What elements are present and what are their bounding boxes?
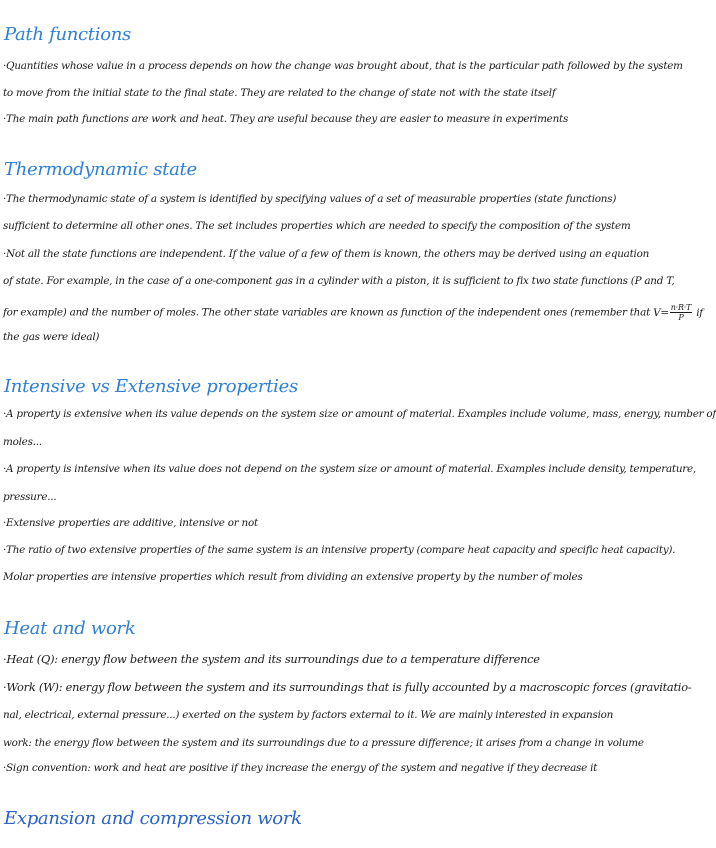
text-line: ·Extensive properties are additive, intensive or not xyxy=(3,517,258,529)
formula-lhs: V= xyxy=(653,306,669,319)
heading-expansion-compression-work: Expansion and compression work xyxy=(4,808,302,829)
text-line: ·Sign convention: work and heat are positive if they increase the energy of the system and negative if they decrease it xyxy=(3,762,598,774)
heading-intensive-extensive: Intensive vs Extensive properties xyxy=(4,376,298,397)
text-line: ·The thermodynamic state of a system is identified by specifying values of a set of measurable properties (state functions) xyxy=(3,193,617,205)
formula-suffix: if xyxy=(696,306,703,319)
text-line: the gas were ideal) xyxy=(3,331,100,343)
text-line: to move from the initial state to the final state. They are related to the change of state not with the state itself xyxy=(3,87,556,99)
text-line: pressure... xyxy=(3,491,57,503)
text-line: ·Work (W): energy flow between the system and its surroundings that is fully accounted by a macroscopic forces (gravitatio- xyxy=(3,680,692,694)
heading-heat-and-work: Heat and work xyxy=(4,618,136,639)
text-line: ·A property is extensive when its value depends on the system size or amount of material. Examples include volume, mass, energy, number of xyxy=(3,408,716,420)
text-line: work: the energy flow between the system and its surroundings due to a pressure difference; it arises from a change in volume xyxy=(3,737,644,749)
heading-path-functions: Path functions xyxy=(4,24,131,45)
text-line-content: for example) and the number of moles. The other state variables are known as function of the independent ones (remember that xyxy=(3,306,650,319)
text-line: ·The ratio of two extensive properties of the same system is an intensive property (compare heat capacity and specific heat capacity). xyxy=(3,544,676,556)
text-line: sufficient to determine all other ones. The set includes properties which are needed to specify the composition of the system xyxy=(3,220,631,232)
text-line: Molar properties are intensive properties which result from dividing an extensive property by the number of moles xyxy=(3,571,583,583)
text-line: moles... xyxy=(3,436,42,448)
heading-thermodynamic-state: Thermodynamic state xyxy=(4,159,197,180)
ideal-gas-formula xyxy=(653,303,703,322)
formula-fraction xyxy=(670,303,692,322)
text-line: of state. For example, in the case of a one-component gas in a cylinder with a piston, it is sufficient to fix two state functions (P and T, xyxy=(3,275,675,287)
text-line: ·Heat (Q): energy flow between the system and its surroundings due to a temperature difference xyxy=(3,652,540,666)
formula-denominator: P xyxy=(678,313,684,322)
text-line: ·Quantities whose value in a process depends on how the change was brought about, that is the particular path followed by the system xyxy=(3,60,683,72)
text-line: ·A property is intensive when its value does not depend on the system size or amount of material. Examples include density, temperature, xyxy=(3,463,696,475)
text-line: ·The main path functions are work and heat. They are useful because they are easier to measure in experiments xyxy=(3,113,569,125)
text-line: ·Not all the state functions are independent. If the value of a few of them is known, the others may be derived using an equation xyxy=(3,248,650,260)
formula-numerator: n·R·T xyxy=(670,303,692,312)
text-line: nal, electrical, external pressure...) exerted on the system by factors external to it. We are mainly interested in expansion xyxy=(3,709,614,721)
